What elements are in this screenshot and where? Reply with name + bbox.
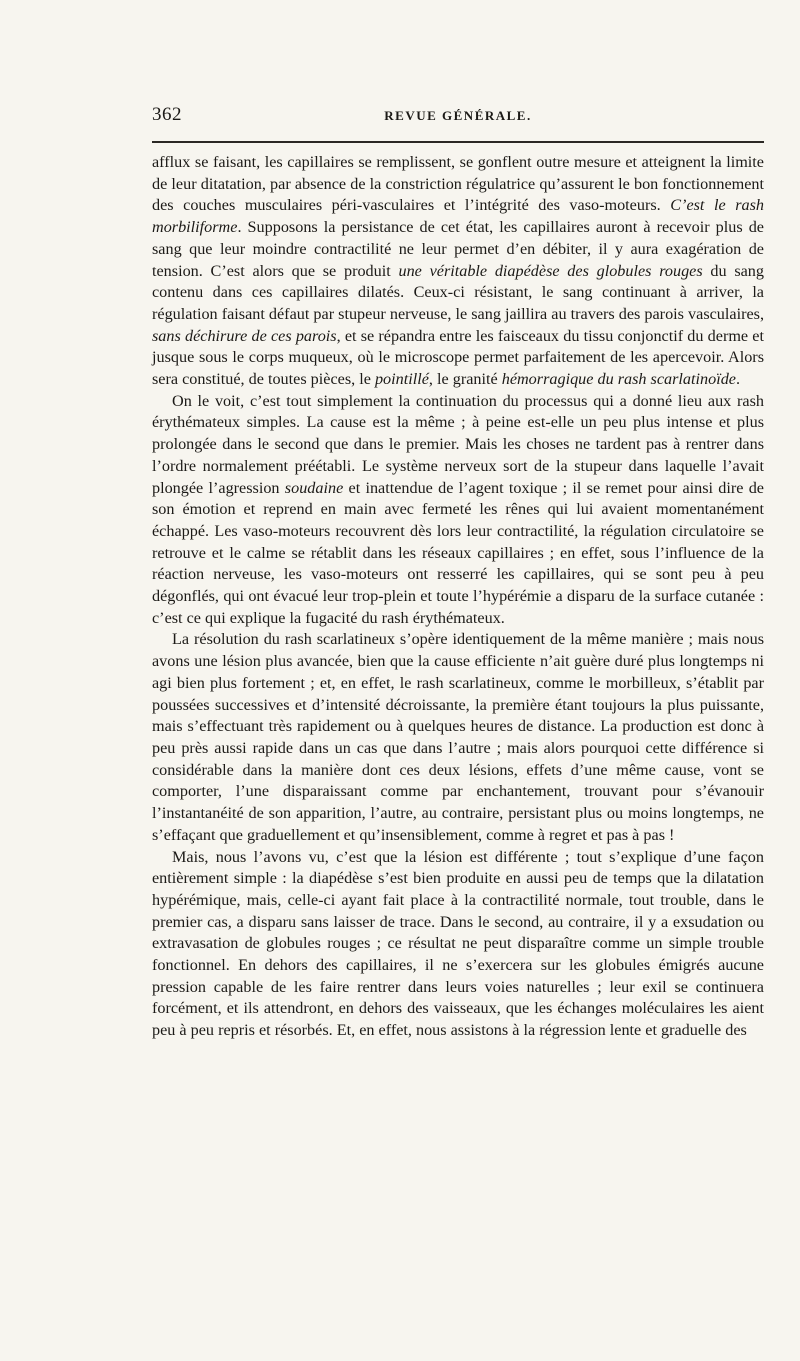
text-run: , et se répandra entre les faisceaux du tissu conjonctif du derme et jusque sous le corps muqueux, où le microscope permet parfaitement de les apercevoir. Alors sera constitué, de toutes pièces, le [152, 326, 764, 389]
italic-text: sans déchirure de ces parois [152, 326, 337, 345]
header-rule [152, 141, 764, 143]
text-run: Mais, nous l’avons vu, c’est que la lésion est différente ; tout s’explique d’une façon entièrement simple : la diapédèse s’est bien produite en aussi peu de temps que la dilatation hypérémique, mais, celle-ci ayant fait place à la contractilité normale, tout trouble, dans le premier cas, a disparu sans laisser de trace. Dans le second, au contraire, il y a exsudation ou extravasation de globules rouges ; ce résultat ne peut disparaître comme un simple trouble fonctionnel. En dehors des capillaires, il ne s’exercera sur les globules émigrés aucune pression capable de les faire rentrer dans leurs voies naturelles ; leur exil se continuera forcément, et ils attendront, en dehors des vaisseaux, que les échanges moléculaires les aient peu à peu repris et résorbés. Et, en effet, nous assistons à la régression lente et graduelle des [152, 847, 764, 1040]
text-run: . [735, 370, 741, 389]
text-run: , le granité [428, 370, 502, 389]
paragraph [152, 847, 764, 1042]
paragraph [152, 629, 764, 846]
text-run: On le voit, c’est tout simplement la continuation du processus qui a donné lieu aux rash érythémateux simples. La cause est la même ; à peine est-elle un peu plus intense et plus prolongée dans le second que dans le premier. Mais les choses ne tardent pas à rentrer dans l’ordre normalement préétabli. Le système nerveux sort de la stupeur dans laquelle l’avait plongée l’agression [152, 391, 764, 497]
italic-text: C’est le rash morbiliforme [152, 196, 764, 237]
italic-text: une véritable diapédèse des globules rouges [398, 261, 703, 280]
text-run: et inattendue de l’agent toxique ; il se remet pour ainsi dire de son émotion et reprend en main avec fermeté les rênes qui lui avaient momentanément échappé. Les vaso-moteurs recouvrent dès lors leur contractilité, la régulation circulatoire se retrouve et le calme se rétablit dans les réseaux capillaires ; en effet, sous l’influence de la réaction nerveuse, les vaso-moteurs ont resserré les capillaires, qui se sont peu à peu dégonflés, qui ont évacué leur trop-plein et toute l’hypérémie a disparu de la surface cutanée : c’est ce qui explique la fugacité du rash érythémateux. [152, 478, 764, 627]
text-run: afflux se faisant, les capillaires se remplissent, se gonflent outre mesure et atteignent la limite de leur ditatation, par absence de la constriction régulatrice qu’assurent le bon fonctionnement des couches musculaires péri-vasculaires et l’intégrité des vaso-moteurs. [152, 153, 764, 215]
paragraph [152, 391, 764, 630]
paragraph [152, 152, 764, 391]
italic-text: soudaine [284, 478, 344, 497]
text-run: du sang contenu dans ces capillaires dilatés. Ceux-ci résistant, le sang continuant à arriver, la régulation faisant défaut par stupeur nerveuse, le sang jaillira au travers des parois vasculaires, [152, 261, 764, 323]
text-run: . Supposons la persistance de cet état, les capillaires auront à recevoir plus de sang que leur moindre contractilité ne leur permet d’en débiter, il y aura exagération de tension. C’est alors que se produit [152, 218, 764, 280]
italic-text: hémorragique du rash scarlatinoïde [501, 370, 736, 389]
running-title: REVUE GÉNÉRALE. [384, 108, 532, 123]
running-head [152, 104, 764, 126]
page-number: 362 [152, 104, 182, 125]
body-text [152, 152, 764, 1042]
text-run: La résolution du rash scarlatineux s’opère identiquement de la même manière ; mais nous avons une lésion plus avancée, bien que la cause efficiente n’ait guère duré plus longtemps ni agi bien plus fortement ; et, en effet, le rash scarlatineux, comme le morbilleux, s’établit par poussées successives et d’intensité décroissante, la première étant toujours la plus puissante, mais s’effectuant très rapidement ou à quelques heures de distance. La production est donc à peu près aussi rapide dans un cas que dans l’autre ; mais alors pourquoi cette différence si considérable dans la manière dont ces deux lésions, effets d’une même cause, vont se comporter, l’une disparaissant comme par enchantement, trouvant pour s’évanouir l’instantanéité de son apparition, l’autre, au contraire, persistant plus ou moins longtemps, ne s’effaçant que graduellement et qu’insensiblement, comme à regret et pas à pas ! [152, 630, 764, 844]
italic-text: pointillé [374, 370, 429, 389]
